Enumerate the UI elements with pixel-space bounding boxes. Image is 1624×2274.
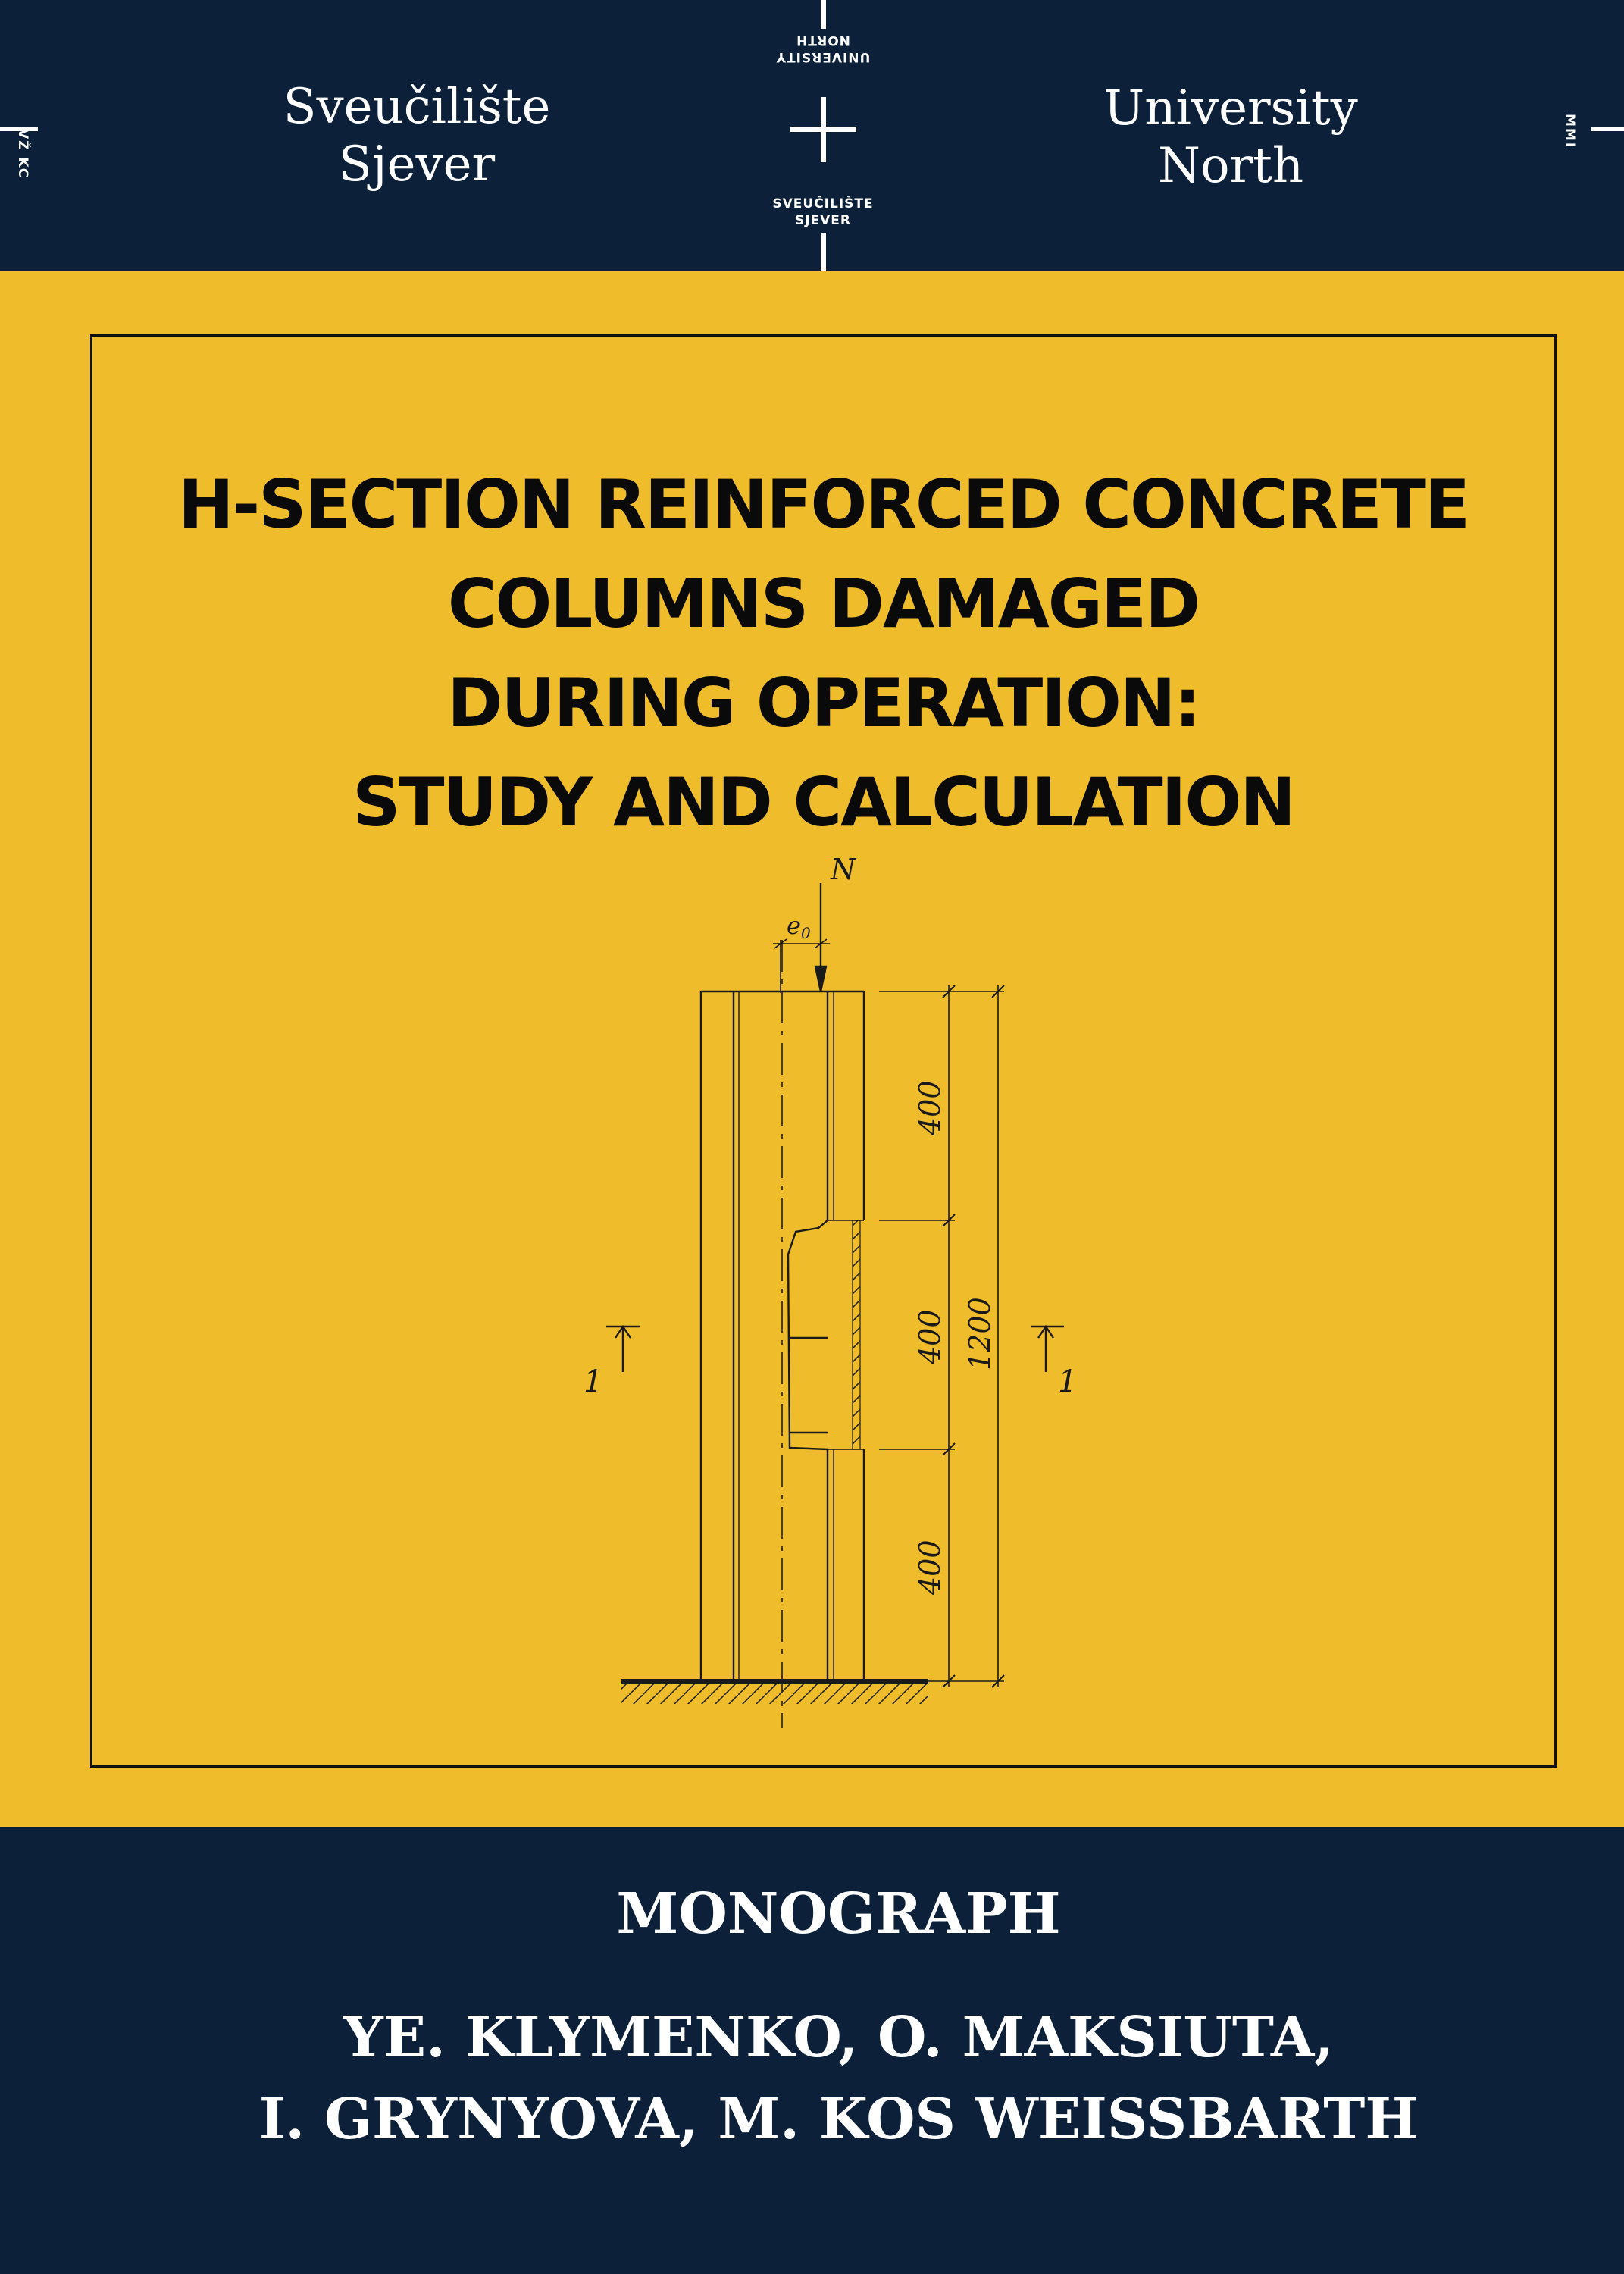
right-logo-line2: North [1157, 138, 1304, 194]
center-top-line2: NORTH [796, 33, 850, 48]
authors-line2: I. GRYNYOVA, M. KOS WEISSBARTH [258, 2087, 1419, 2152]
section-right-label: 1 [1058, 1364, 1078, 1399]
dim-top-label: 400 [913, 1080, 947, 1135]
header-band [0, 0, 1624, 271]
strengthening-plate [853, 1220, 860, 1449]
center-bottom-label [747, 196, 899, 229]
center-cross-horizontal [790, 127, 856, 132]
left-logo-line2: Sjever [338, 136, 496, 193]
right-edge-tick [1591, 127, 1624, 131]
section-left-label: 1 [584, 1364, 603, 1399]
center-top-bar [821, 0, 826, 29]
center-bottom-line2: SJEVER [794, 213, 852, 228]
damaged-zone [788, 1220, 828, 1449]
eccentricity-label: e0 [787, 911, 811, 942]
column-drawing [561, 849, 1091, 1743]
left-logo-text [250, 78, 584, 193]
dim-bottom-label: 400 [913, 1539, 947, 1595]
right-logo-text [1064, 80, 1397, 195]
right-edge-label: MMI [1563, 114, 1578, 149]
center-bottom-bar [821, 233, 826, 271]
center-bottom-line1: SVEUČILIŠTE [772, 196, 874, 211]
authors-line1: YE. KLYMENKO, O. MAKSIUTA, [343, 2005, 1335, 2070]
title-line1: H-SECTION REINFORCED CONCRETE [177, 465, 1469, 543]
left-edge-label: VŽ KC [15, 129, 30, 180]
book-title [90, 455, 1557, 852]
dim-total-label: 1200 [963, 1297, 997, 1370]
load-label: N [831, 853, 856, 886]
load-arrow-head [815, 966, 826, 991]
title-line3: DURING OPERATION: [447, 664, 1200, 742]
publication-type: MONOGRAPH [616, 1881, 1061, 1947]
title-line2: COLUMNS DAMAGED [447, 565, 1200, 643]
title-line4: STUDY AND CALCULATION [352, 763, 1294, 841]
center-top-line1: UNIVERSITY [775, 49, 871, 64]
dim-mid-label: 400 [913, 1309, 947, 1364]
footer-band [0, 1827, 1624, 2274]
right-logo-line1: University [1103, 80, 1358, 136]
center-top-label [747, 32, 899, 65]
left-logo-line1: Sveučilište [283, 79, 551, 135]
